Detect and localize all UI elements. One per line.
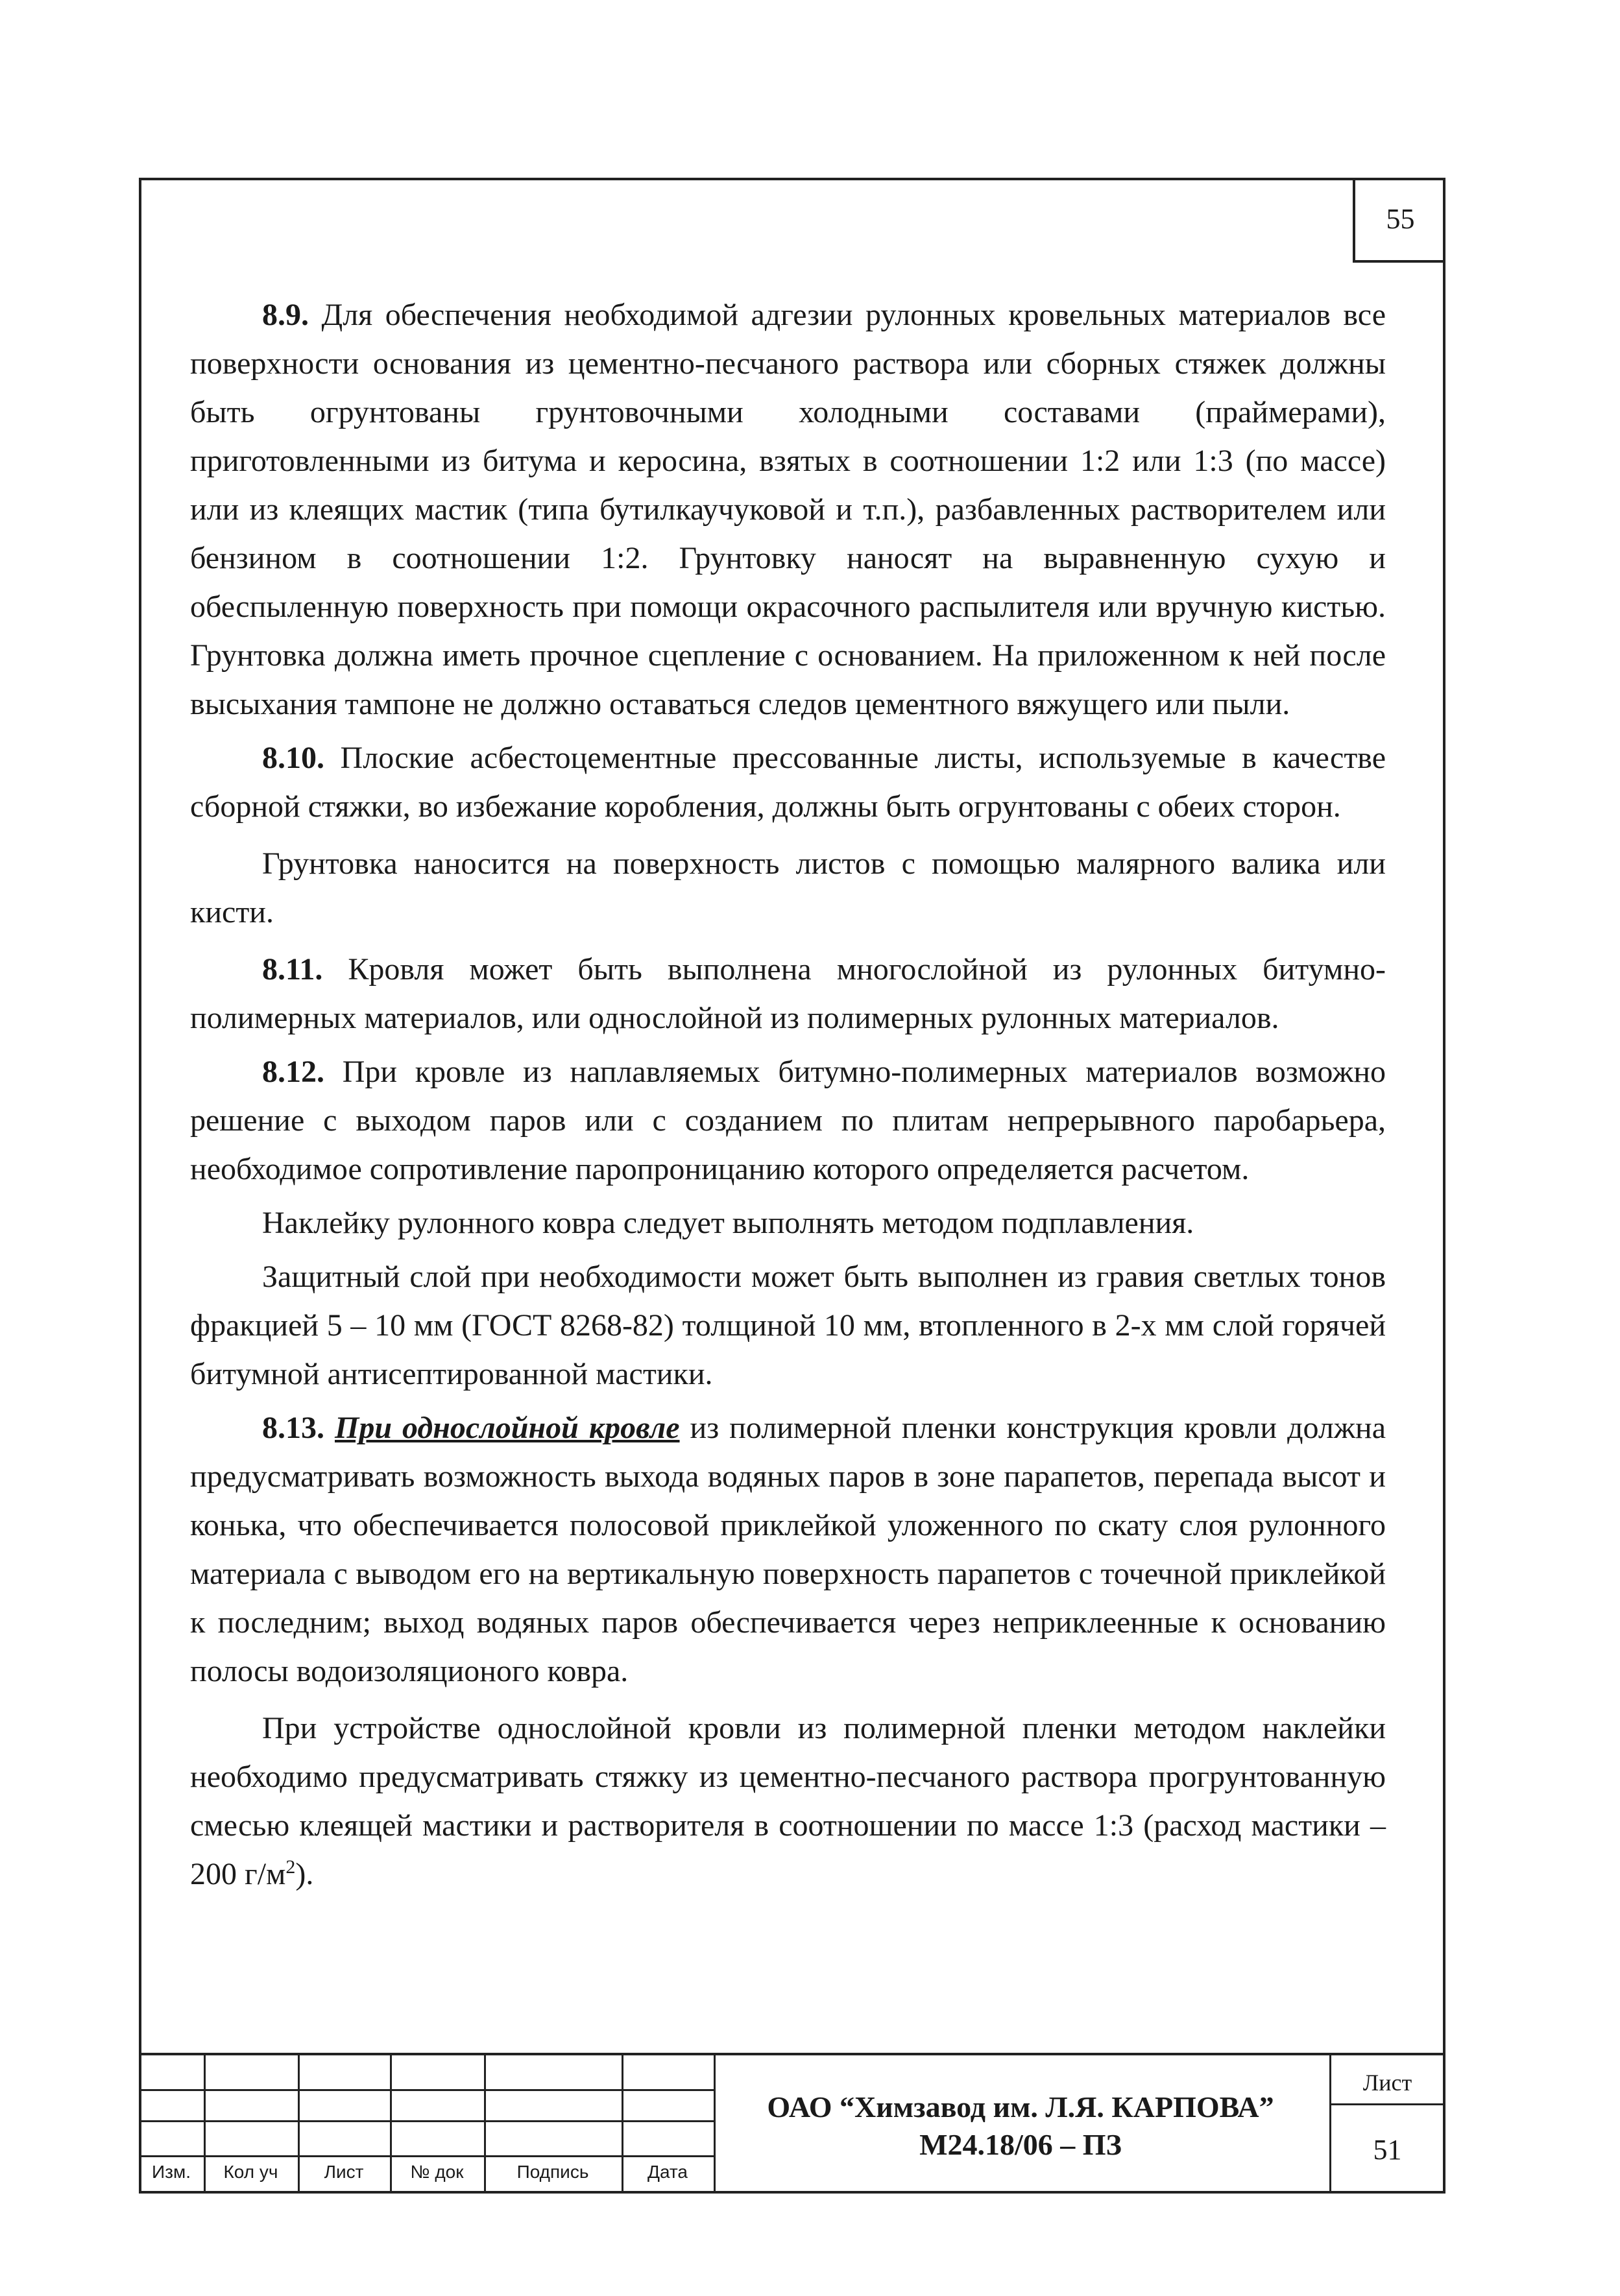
paragraph [190,1704,1386,1898]
stamp-col-label: Изм. [152,2162,191,2182]
superscript: 2 [285,1856,296,1878]
grid-line [1329,2103,1445,2105]
section-8-12 [190,1047,1386,1193]
stamp-col-label: Дата [647,2162,688,2182]
section-text: При кровле из наплавляемых битумно-полимерных материалов возможно решение с выходом паров или с созданием по плитам непрерывного паробарьера, необходимое сопротивление паропроницанию которого определяется расчетом. [190,1055,1386,1186]
organization-name: ОАО “Химзавод им. Л.Я. КАРПОВА” [767,2090,1274,2123]
section-number: 8.13. [262,1411,324,1445]
section-number: 8.11. [262,952,323,987]
emphasized-term: При однослойной кровле [335,1411,680,1445]
paragraph-text: При устройстве однослойной кровли из полимерной пленки методом наклейки необходимо предусматривать стяжку из цементно-песчаного раствора прогрунтованную смесью клеящей мастики и растворителя в соотношении по массе 1:3 (расход мастики – 200 г/м [190,1711,1386,1891]
grid-line [139,2089,714,2091]
paragraph: Наклейку рулонного ковра следует выполнять методом подплавления. [262,1206,1194,1240]
stamp-col-label: Кол уч [223,2162,278,2182]
document-body [190,291,1386,1898]
paragraph-end: ). [295,1857,314,1891]
grid-line [139,2120,714,2122]
section-number: 8.10. [262,741,324,775]
paragraph: Грунтовка наносится на поверхность листов с помощью малярного валика или кисти. [190,846,1386,929]
section-8-9 [190,291,1386,728]
stamp-col-label: Лист [324,2162,364,2182]
organization-block [714,2088,1327,2164]
stamp-col-label: Подпись [516,2162,589,2182]
section-text: Кровля может быть выполнена многослойной из рулонных битумно-полимерных материалов, или однослойной из полимерных рулонных материалов. [190,952,1386,1035]
section-text: из полимерной пленки конструкция кровли должна предусматривать возможность выхода водяных паров в зоне парапетов, перепада высот и конька, что обеспечивается полосовой приклейкой уложенного по скату слоя рулонного материала с выводом его на вертикальную поверхность парапетов с точечной приклейкой к последним; выход водяных паров обеспечивается через неприклеенные к основанию полосы водоизоляционого ковра. [190,1411,1386,1688]
section-8-13 [190,1404,1386,1695]
sheet-number: 51 [1373,2134,1402,2166]
paragraph: Защитный слой при необходимости может быть выполнен из гравия светлых тонов фракцией 5 – 10 мм (ГОСТ 8268-82) толщиной 10 мм, втопленного в 2-х мм слой горячей битумной антисептированной мастики. [190,1260,1386,1391]
section-number: 8.9. [262,298,309,332]
section-8-11 [190,945,1386,1042]
page-number: 55 [1353,178,1445,263]
stamp-col-label: № док [410,2162,464,2182]
document-code: М24.18/06 – ПЗ [919,2128,1122,2161]
section-text: Плоские асбестоцементные прессованные листы, используемые в качестве сборной стяжки, во избежание коробления, должны быть огрунтованы с обеих сторон. [190,741,1386,824]
section-text: Для обеспечения необходимой адгезии рулонных кровельных материалов все поверхности основания из цементно-песчаного раствора или сборных стяжек должны быть огрунтованы грунтовочными холодными составами (праймерами), приготовленными из битума и керосина, взятых в соотношении 1:2 или 1:3 (по массе) или из клеящих мастик (типа бутилкаучуковой и т.п.), разбавленных растворителем или бензином в соотношении 1:2. Грунтовку наносят на выравненную сухую и обеспыленную поверхность при помощи окрасочного распылителя или вручную кистью. Грунтовка должна иметь прочное сцепление с основанием. На приложенном к ней после высыхания тампоне не должно оставаться следов цементного вяжущего или пыли. [190,298,1386,721]
sheet-label: Лист [1362,2070,1412,2096]
section-8-10 [190,734,1386,831]
section-number: 8.12. [262,1055,324,1089]
